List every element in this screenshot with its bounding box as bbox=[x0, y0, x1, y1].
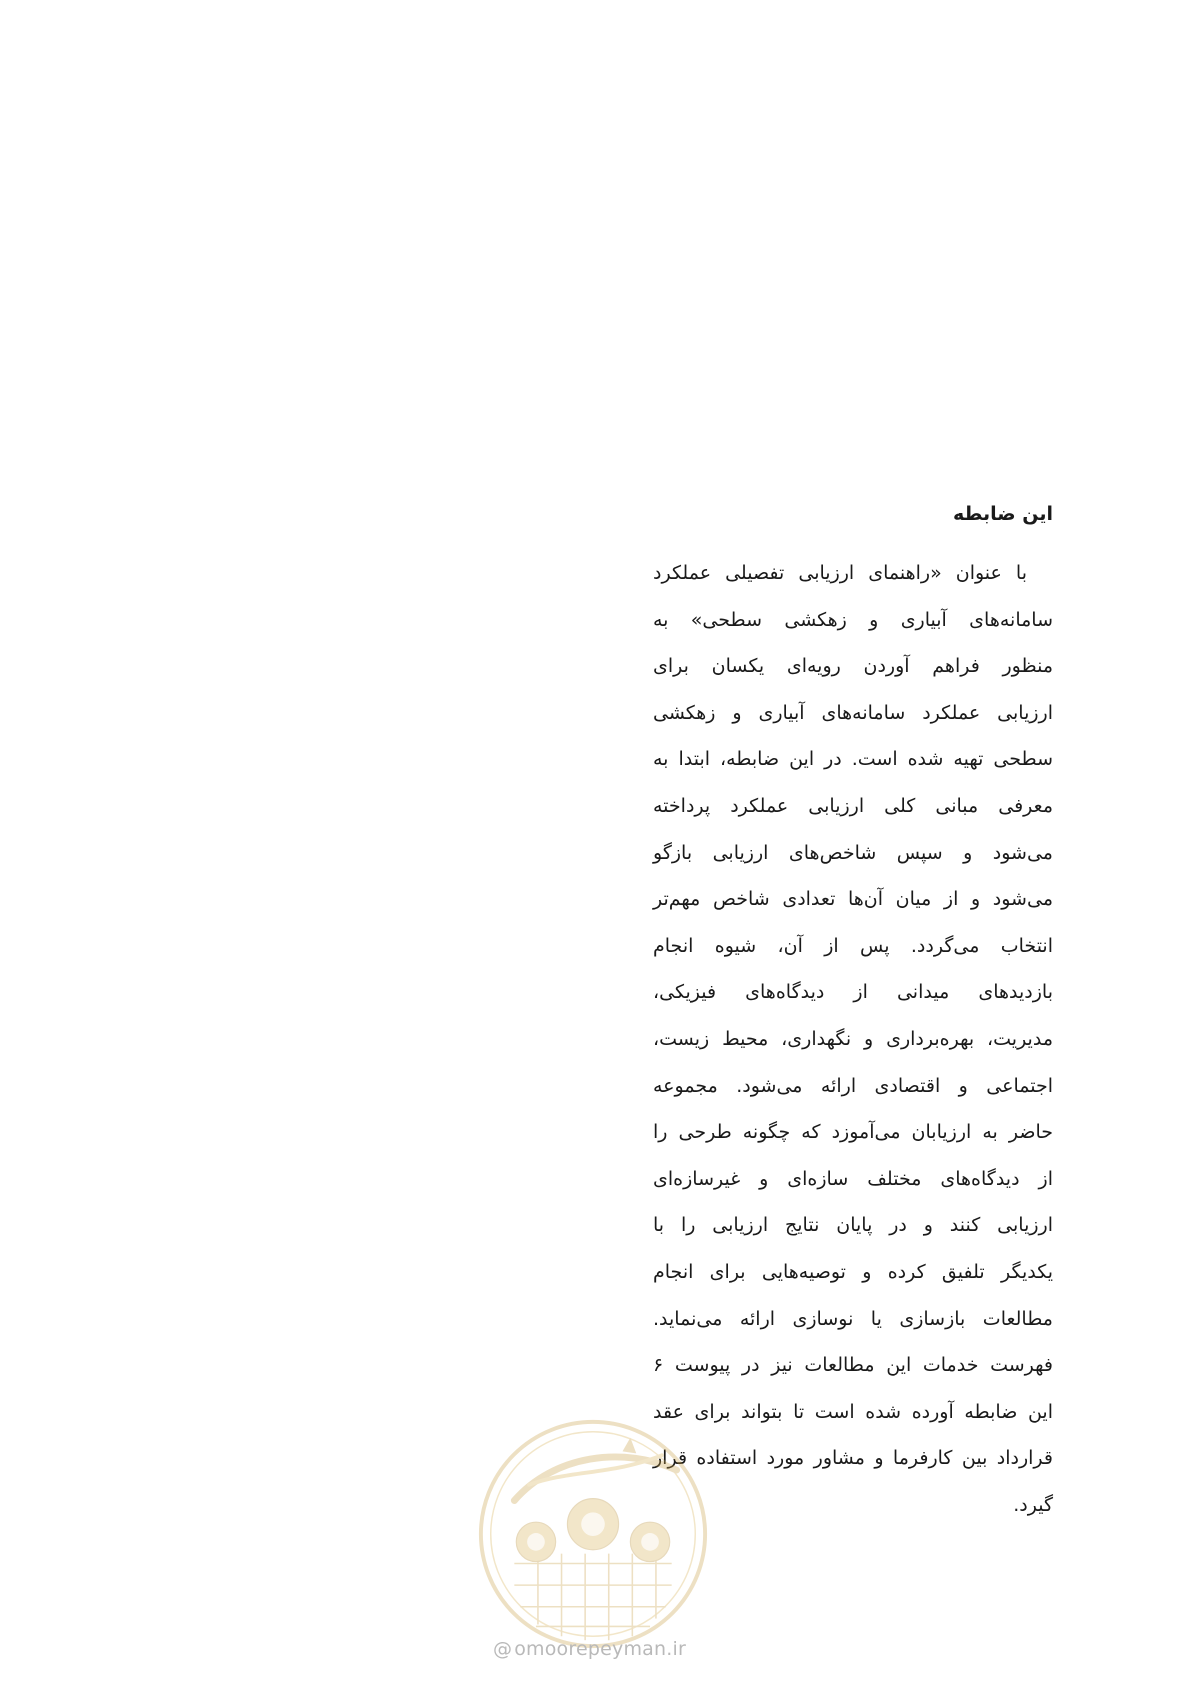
paragraph-line: می‌شود و سپس شاخص‌های ارزیابی بازگو bbox=[653, 841, 1053, 864]
at-sign-icon: @ bbox=[493, 1638, 513, 1660]
seal-watermark-icon bbox=[475, 1416, 711, 1652]
paragraph-line: از دیدگاه‌های مختلف سازه‌ای و غیرسازه‌ای bbox=[653, 1167, 1053, 1190]
paragraph-line: بازدیدهای میدانی از دیدگاه‌های فیزیکی، bbox=[653, 981, 1053, 1004]
paragraph-line: مطالعات بازسازی یا نوسازی ارائه می‌نماید. bbox=[653, 1307, 1053, 1330]
section-title: این ضابطه bbox=[952, 503, 1053, 525]
body-paragraph bbox=[653, 560, 1053, 1538]
paragraph-line: حاضر به ارزیابان می‌آموزد که چگونه طرحی را bbox=[653, 1121, 1053, 1144]
paragraph-line: انتخاب می‌گردد. پس از آن، شیوه انجام bbox=[653, 934, 1053, 957]
paragraph-line: ارزیابی کنند و در پایان نتایج ارزیابی را با bbox=[653, 1214, 1053, 1237]
paragraph-line: این ضابطه آورده شده است تا بتواند برای عقد bbox=[653, 1400, 1053, 1423]
paragraph-line: مدیریت، بهره‌برداری و نگهداری، محیط زیست، bbox=[653, 1027, 1053, 1050]
paragraph-line: می‌شود و از میان آن‌ها تعدادی شاخص مهم‌تر bbox=[653, 888, 1053, 911]
paragraph-line: سطحی تهیه شده است. در این ضابطه، ابتدا به bbox=[653, 748, 1053, 771]
paragraph-line: اجتماعی و اقتصادی ارائه می‌شود. مجموعه bbox=[653, 1074, 1053, 1097]
paragraph-line: منظور فراهم آوردن رویه‌ای یکسان برای bbox=[653, 655, 1053, 678]
paragraph-line: ارزیابی عملکرد سامانه‌های آبیاری و زهکشی bbox=[653, 701, 1053, 724]
paragraph-line: معرفی مبانی کلی ارزیابی عملکرد پرداخته bbox=[653, 794, 1053, 817]
footer-watermark bbox=[493, 1638, 713, 1660]
paragraph-line: یکدیگر تلفیق کرده و توصیه‌هایی برای انجام bbox=[653, 1260, 1053, 1283]
paragraph-line: با عنوان «راهنمای ارزیابی تفصیلی عملکرد bbox=[653, 562, 1027, 584]
paragraph-line: گیرد. bbox=[1013, 1493, 1053, 1516]
footer-watermark-text: omoorepeyman.ir bbox=[514, 1638, 686, 1660]
paragraph-line: سامانه‌های آبیاری و زهکشی سطحی» به bbox=[653, 608, 1053, 631]
paragraph-line: فهرست خدمات این مطالعات نیز در پیوست ۶ bbox=[653, 1354, 1053, 1377]
paragraph-line: قرارداد بین کارفرما و مشاور مورد استفاده قرار bbox=[653, 1447, 1053, 1470]
